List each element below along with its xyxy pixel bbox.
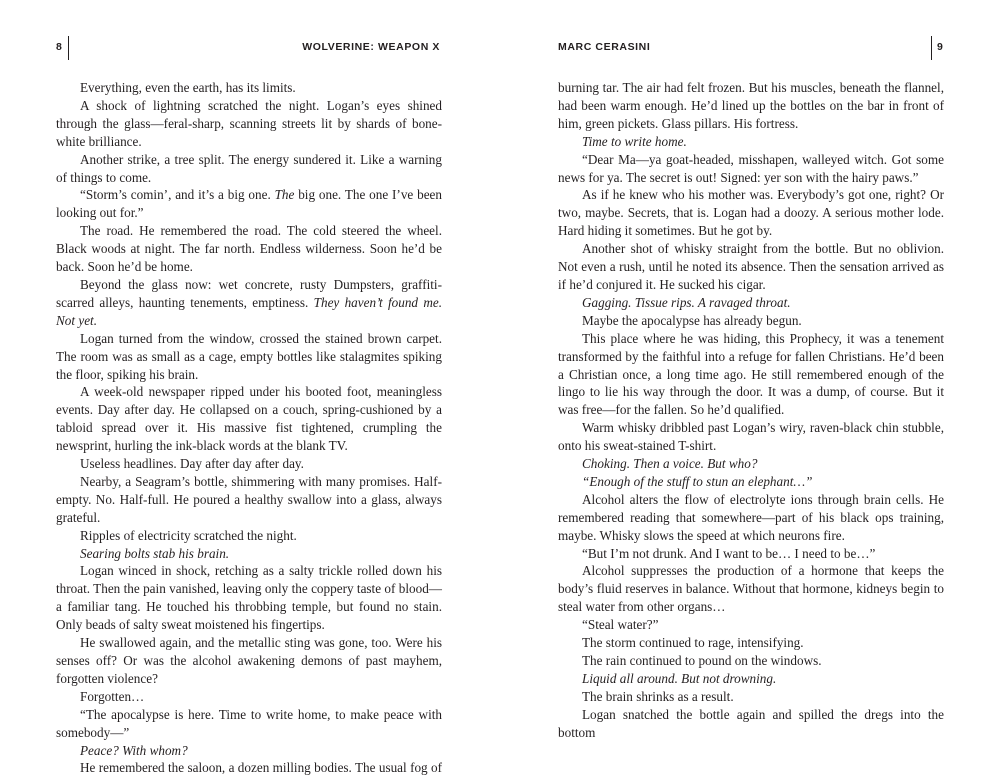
paragraph: Useless headlines. Day after day after day. <box>80 456 304 472</box>
italic-text: The <box>274 187 295 203</box>
paragraph: Logan snatched the bottle again and spilled the dregs into the bottom <box>558 706 944 740</box>
italic-paragraph: Searing bolts stab his brain. <box>80 545 230 561</box>
italic-text: They haven’t found me. Not yet. <box>56 294 442 328</box>
paragraph: Forgotten… <box>80 688 145 704</box>
italic-paragraph: Liquid all around. But not drowning. <box>582 670 777 686</box>
paragraph: Warm whisky dribbled past Logan’s wiry, raven-black chin stubble, onto his sweat-stained T-shirt. <box>558 420 944 454</box>
paragraph: The road. He remembered the road. The cold steered the wheel. Black woods at night. The far north. Endless wilderness. Soon he’d be back. Soon he’d be home. <box>56 223 442 275</box>
text-run: Beyond the glass now: wet concrete, rusty Dumpsters, graffiti-scarred alleys, haunting tenements, emptiness. <box>56 276 442 310</box>
paragraph: Ripples of electricity scratched the night. <box>80 527 297 543</box>
paragraph: “But I’m not drunk. And I want to be… I need to be…” <box>582 545 876 561</box>
header-rule <box>68 36 69 60</box>
paragraph: Logan turned from the window, crossed the stained brown carpet. The room was as small as a cage, empty bottles like stalagmites spiking the floor, spiking his brain. <box>56 330 442 382</box>
paragraph: Nearby, a Seagram’s bottle, shimmering with many promises. Half-empty. No. Half-full. He poured a healthy swallow into a glass, always grateful. <box>56 473 442 525</box>
paragraph: A shock of lightning scratched the night. Logan’s eyes shined through the glass—feral-sharp, scanning streets lit by shards of bone-white brilliance. <box>56 97 442 149</box>
paragraph: A week-old newspaper ripped under his booted foot, meaningless events. Day after day. He collapsed on a couch, spring-cushioned by a tabloid spread over it. His massive fist tightened, crumpling the newsprint, hurling the ink-black words at the blank TV. <box>56 384 442 454</box>
paragraph: As if he knew who his mother was. Everybody’s got one, right? Or two, maybe. Secrets, that is. Logan had a doozy. A serious mother lode. Hard hiding it sometimes. But he got by. <box>558 187 944 239</box>
paragraph: He swallowed again, and the metallic sting was gone, too. Were his senses off? Or was the alcohol awakening demons of past mayhem, forgotten violence? <box>56 635 442 686</box>
paragraph: He remembered the saloon, a dozen milling bodies. The usual fog of <box>80 760 442 776</box>
text-run: big one. The one I’ve been looking out for.” <box>56 187 442 221</box>
body-text <box>558 79 944 742</box>
paragraph: burning tar. The air had felt frozen. But his muscles, beneath the flannel, had been warm enough. He’d lined up the bottles on the bar in front of him, green pickets. Glass pillars. His fortress. <box>558 80 944 131</box>
right-page <box>500 0 1000 780</box>
paragraph: The brain shrinks as a result. <box>582 688 734 704</box>
paragraph: “Steal water?” <box>582 617 659 633</box>
running-head: MARC CERASINI <box>558 41 651 53</box>
page-number: 9 <box>937 41 943 53</box>
running-head: WOLVERINE: WEAPON X <box>302 41 440 53</box>
paragraph: Maybe the apocalypse has already begun. <box>582 312 802 328</box>
paragraph: Everything, even the earth, has its limits. <box>80 80 296 95</box>
paragraph: The storm continued to rage, intensifying. <box>582 635 804 651</box>
paragraph: Alcohol suppresses the production of a hormone that keeps the body’s fluid reserves in balance. Without that hormone, kidneys begin to steal water from other organs… <box>558 563 944 615</box>
paragraph: Another strike, a tree split. The energy sundered it. Like a warning of things to come. <box>56 151 442 185</box>
paragraph: The rain continued to pound on the windows. <box>582 653 822 668</box>
text-run: “Storm’s comin’, and it’s a big one. <box>80 187 275 203</box>
paragraph: Logan winced in shock, retching as a salty trickle rolled down his throat. Then the pain vanished, leaving only the coppery taste of blood—a familiar tang. He touched his throbbing temple, but found no stain. Only beads of salty sweat moistened his fingertips. <box>56 563 442 633</box>
italic-paragraph: Gagging. Tissue rips. A ravaged throat. <box>582 294 791 310</box>
italic-paragraph: Time to write home. <box>582 133 687 149</box>
body-text <box>56 79 442 777</box>
italic-paragraph: Choking. Then a voice. But who? <box>582 456 758 472</box>
header-rule <box>931 36 932 60</box>
italic-paragraph: “Enough of the stuff to stun an elephant…” <box>582 473 813 489</box>
paragraph: This place where he was hiding, this Prophecy, it was a tenement transformed by the faithful into a refuge for fallen Christians. He’d been a Christian once, a long time ago. He still remembered enough of the lingo to lie his way through the door. It was a dump, of course. But it was free—for the fallen. So he’d qualified. <box>558 330 944 418</box>
page-number: 8 <box>56 41 62 53</box>
paragraph: “The apocalypse is here. Time to write home, to make peace with somebody—” <box>56 706 442 740</box>
paragraph <box>56 276 442 330</box>
paragraph: “Dear Ma—ya goat-headed, misshapen, walleyed witch. Got some news for ya. The secret is out! Signed: yer son with the hairy paws.” <box>558 151 944 185</box>
paragraph: Another shot of whisky straight from the bottle. But no oblivion. Not even a rush, until he noted its absence. Then the sensation arrived as if he’d conjured it. He sucked his cigar. <box>558 241 944 292</box>
paragraph: Alcohol alters the flow of electrolyte ions through brain cells. He remembered reading that somewhere—part of his black ops training, maybe. Whisky slows the speed at which neurons fire. <box>558 491 944 543</box>
paragraph <box>56 186 442 222</box>
italic-paragraph: Peace? With whom? <box>80 742 188 758</box>
